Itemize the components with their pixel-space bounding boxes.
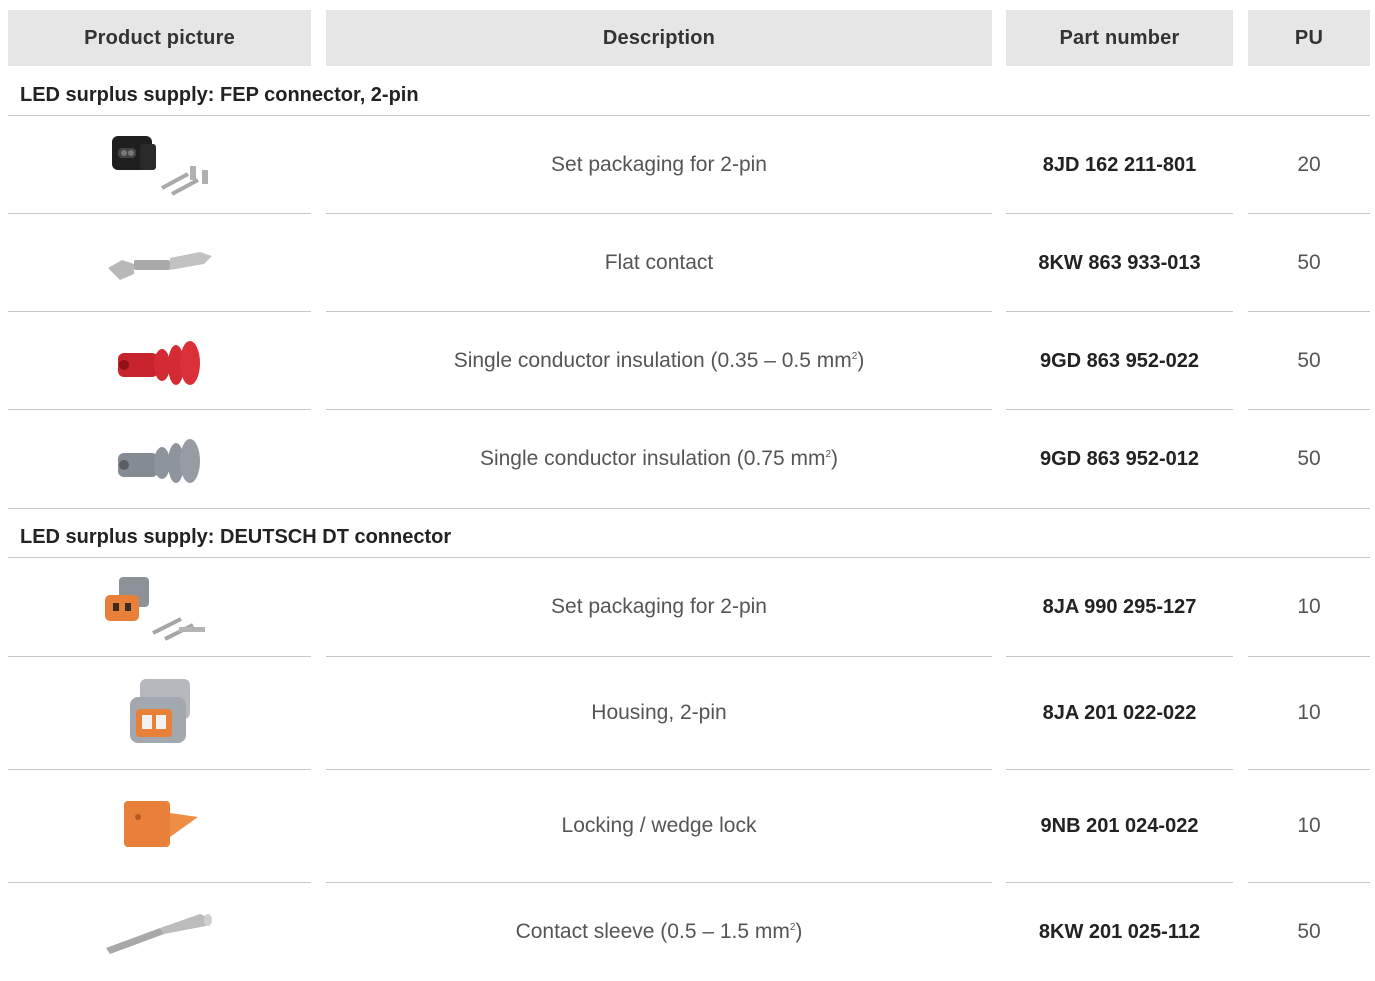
row-description: Single conductor insulation (0.35 – 0.5 $mm^2$) xyxy=(453,349,865,372)
row-description: Housing, 2-pin xyxy=(591,701,727,724)
row-part-number: 8KW 201 025-112 xyxy=(1038,920,1201,943)
row-part-number: 8JA 990 295-127 xyxy=(1042,595,1197,618)
fep-connector-set-icon xyxy=(8,116,311,214)
row-pu: 50 xyxy=(1297,447,1321,470)
red-seal-icon xyxy=(8,312,311,410)
wedge-lock-icon xyxy=(8,770,311,882)
row-pu: 10 xyxy=(1297,814,1321,837)
flat-contact-icon xyxy=(8,214,311,312)
row-pu: 50 xyxy=(1297,251,1321,274)
row-description: Set packaging for 2-pin xyxy=(551,595,767,618)
row-pu: 50 xyxy=(1297,349,1321,372)
row-description: Set packaging for 2-pin xyxy=(551,153,767,176)
deutsch-set-icon xyxy=(8,558,311,656)
deutsch-housing-icon xyxy=(8,657,311,769)
row-pu: 10 xyxy=(1297,595,1321,618)
row-description: Contact sleeve (0.5 – 1.5 $mm^2$) xyxy=(515,920,803,943)
header-pu: PU xyxy=(1248,10,1370,66)
header-part-number: Part number xyxy=(1006,10,1233,66)
divider xyxy=(8,508,1370,509)
section-title-fep: LED surplus supply: FEP connector, 2-pin xyxy=(20,84,419,106)
row-part-number: 8KW 863 933-013 xyxy=(1038,251,1201,274)
row-pu: 50 xyxy=(1297,920,1321,943)
row-description: Locking / wedge lock xyxy=(561,814,757,837)
row-pu: 20 xyxy=(1297,153,1321,176)
row-part-number: 9GD 863 952-022 xyxy=(1039,349,1199,372)
row-pu: 10 xyxy=(1297,701,1321,724)
header-description: Description xyxy=(326,10,992,66)
row-description: Single conductor insulation (0.75 $mm^2$) xyxy=(479,447,839,470)
row-part-number: 9NB 201 024-022 xyxy=(1040,814,1199,837)
row-part-number: 8JA 201 022-022 xyxy=(1042,701,1197,724)
header-product-picture: Product picture xyxy=(8,10,311,66)
contact-sleeve-icon xyxy=(8,883,311,976)
grey-seal-icon xyxy=(8,410,311,508)
row-part-number: 9GD 863 952-012 xyxy=(1039,447,1199,470)
row-description: Flat contact xyxy=(604,251,714,274)
row-part-number: 8JD 162 211-801 xyxy=(1042,153,1197,176)
section-title-deutsch: LED surplus supply: DEUTSCH DT connector xyxy=(20,526,452,548)
